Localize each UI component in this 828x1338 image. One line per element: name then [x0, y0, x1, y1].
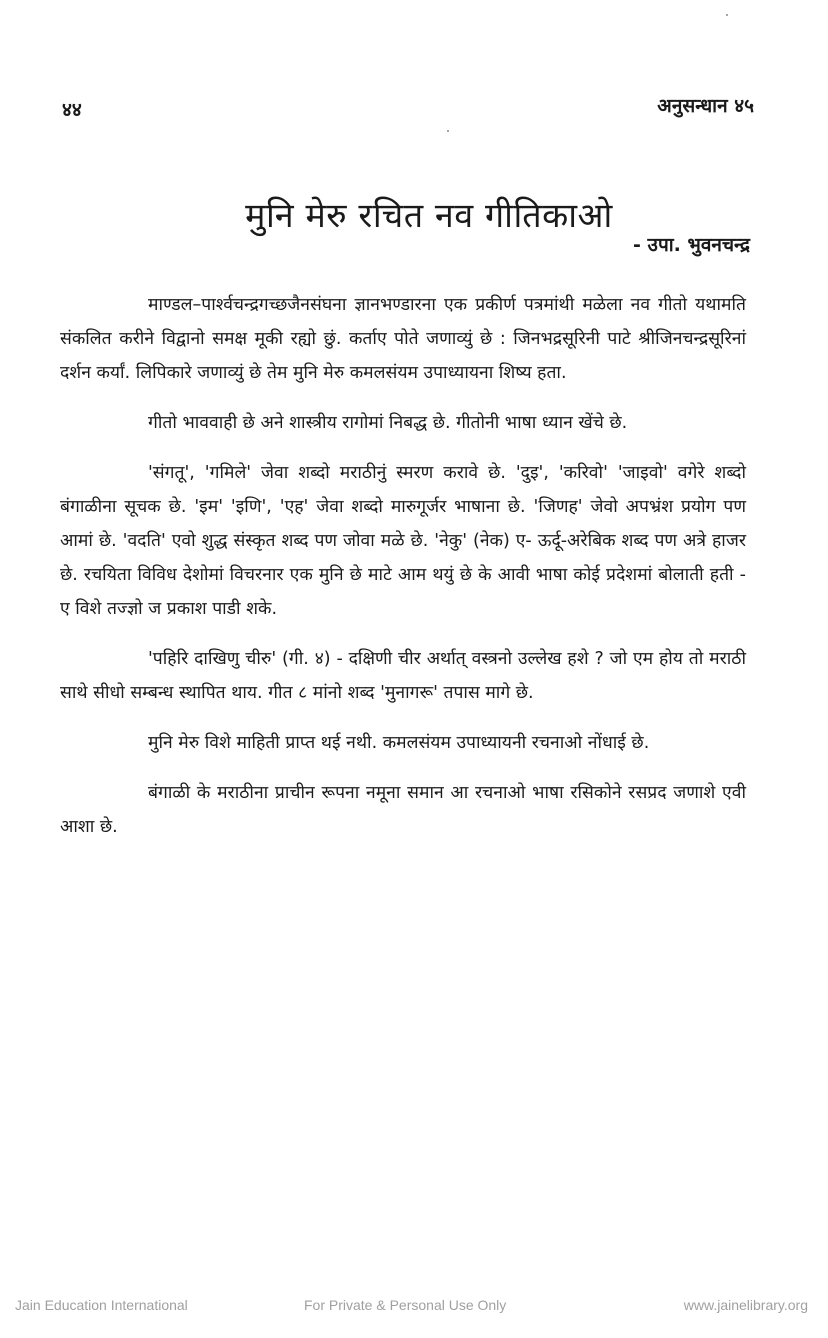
- paragraph: गीतो भाववाही छे अने शास्त्रीय रागोमां निबद्ध छे. गीतोनी भाषा ध्यान खेंचे छे.: [148, 413, 628, 433]
- footer-usage-note: For Private & Personal Use Only: [304, 1297, 507, 1313]
- page-number: ४४: [62, 99, 82, 121]
- article-body: [60, 288, 746, 860]
- footer-website-link[interactable]: www.jainelibrary.org: [683, 1297, 808, 1313]
- paragraph: माण्डल–पार्श्वचन्द्रगच्छजैनसंघना ज्ञानभण्डारना एक प्रकीर्ण पत्रमांथी मळेला नव गीतो यथामति संकलित करीने विद्वानो समक्ष मूकी रह्यो छुं. कर्ताए पोते जणाव्युं छे : जिनभद्रसूरिनी पाटे श्रीजिनचन्द्रसूरिनां दर्शन कर्यां. लिपिकारे जणाव्युं छे तेम मुनि मेरु कमलसंयम उपाध्यायना शिष्य हता.: [60, 295, 746, 383]
- paragraph: बंगाळी के मराठीना प्राचीन रूपना नमूना समान आ रचनाओ भाषा रसिकोने रसप्रद जणाशे एवी आशा छे.: [60, 783, 746, 837]
- article-title: मुनि मेरु रचित नव गीतिकाओ: [245, 195, 613, 236]
- scan-speck: [447, 130, 449, 132]
- paragraph: 'संगतू', 'गमिले' जेवा शब्दो मराठीनुं स्मरण करावे छे. 'दुइ', 'करिवो' 'जाइवो' वगेरे शब्दो बंगाळीना सूचक छे. 'इम' 'इणि', 'एह' जेवा शब्दो मारुगूर्जर भाषाना छे. 'जिणह' जेवो अपभ्रंश प्रयोग पण आमां छे. 'वदति' एवो शुद्ध संस्कृत शब्द पण जोवा मळे छे. 'नेकु' (नेक) ए- ऊर्दू-अरेबिक शब्द पण अत्रे हाजर छे. रचयिता विविध देशोमां विचरनार एक मुनि छे माटे आम थयुं छे के आवी भाषा कोई प्रदेशमां बोलाती हती - ए विशे तज्ज्ञो ज प्रकाश पाडी शके.: [60, 463, 746, 619]
- article-author: - उपा. भुवनचन्द्र: [633, 234, 750, 256]
- paragraph: 'पहिरि दाखिणु चीरु' (गी. ४) - दक्षिणी चीर अर्थात् वस्त्रनो उल्लेख हशे ? जो एम होय तो मराठी साथे सीधो सम्बन्ध स्थापित थाय. गीत ८ मांनो शब्द 'मुनागरू' तपास मागे छे.: [60, 649, 746, 703]
- paragraph: मुनि मेरु विशे माहिती प्राप्त थई नथी. कमलसंयम उपाध्यायनी रचनाओ नोंधाई छे.: [148, 733, 650, 753]
- running-head: अनुसन्धान ४५: [657, 95, 754, 117]
- scan-speck: [726, 14, 728, 16]
- footer-publisher: Jain Education International: [15, 1297, 188, 1313]
